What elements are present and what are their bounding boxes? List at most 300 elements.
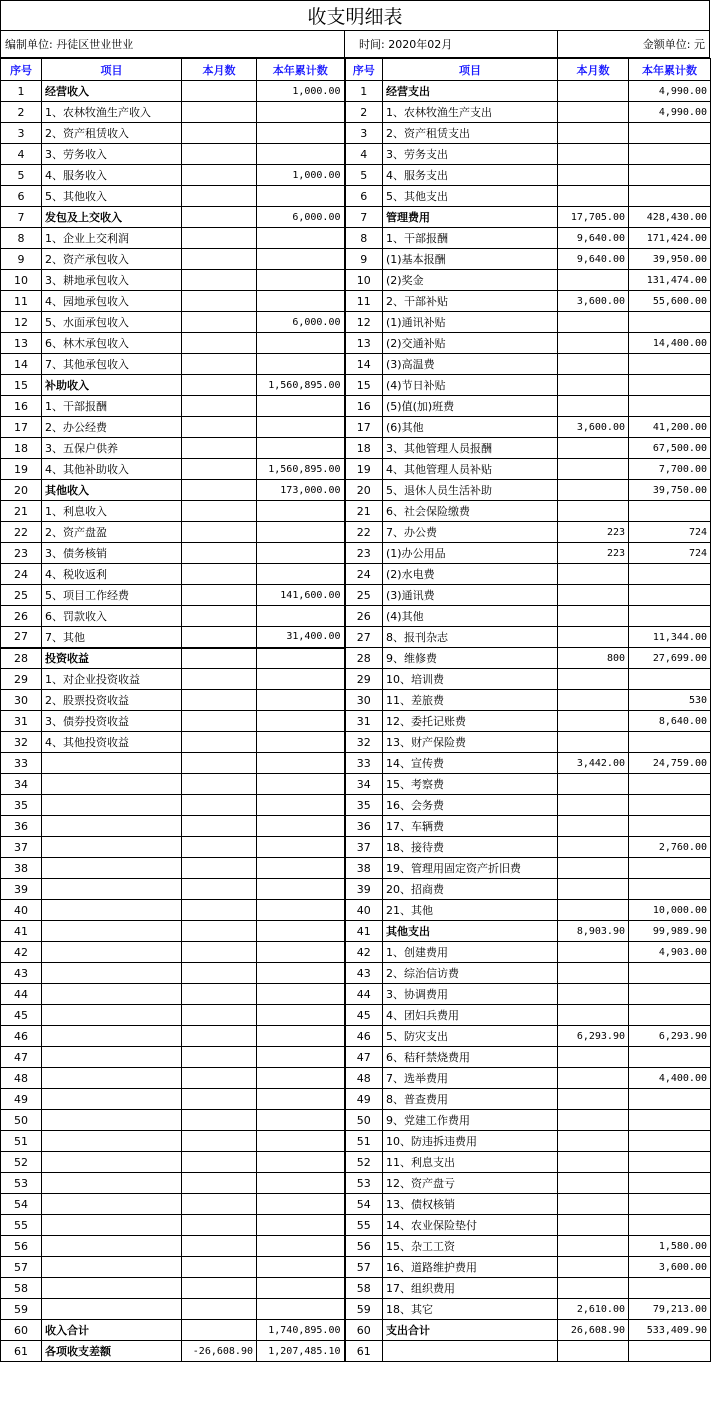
left-year-cell [257,249,345,270]
left-year-cell [257,984,345,1005]
left-year-cell [257,732,345,753]
currency-label: 金额单位: 元 [642,38,705,51]
left-item-cell [42,1026,182,1047]
left-row-number: 48 [1,1068,42,1089]
right-item-cell: 3、协调费用 [383,984,558,1005]
right-year-cell [629,1215,711,1236]
right-row-number: 40 [345,900,383,921]
left-row-number: 16 [1,396,42,417]
left-year-cell: 6,000.00 [257,312,345,333]
left-item-cell [42,1215,182,1236]
left-month-cell [182,144,257,165]
left-year-cell: 173,000.00 [257,480,345,501]
left-year-cell [257,1152,345,1173]
left-month-cell [182,1005,257,1026]
right-year-cell [629,1110,711,1131]
left-row-number: 55 [1,1215,42,1236]
left-month-cell [182,81,257,102]
left-year-cell [257,879,345,900]
right-row-number: 31 [345,711,383,732]
left-month-cell [182,165,257,186]
right-year-cell [629,354,711,375]
right-year-cell [629,879,711,900]
left-month-cell [182,690,257,711]
right-month-cell [558,774,629,795]
left-year-cell: 141,600.00 [257,585,345,606]
right-row-number: 26 [345,606,383,627]
table-row [1,417,711,438]
right-item-cell: 3、其他管理人员报酬 [383,438,558,459]
right-year-cell [629,1194,711,1215]
right-row-number: 30 [345,690,383,711]
left-month-cell [182,1299,257,1320]
right-year-cell: 39,950.00 [629,249,711,270]
left-item-cell: 经营收入 [42,81,182,102]
left-month-cell [182,270,257,291]
table-row [1,606,711,627]
right-item-cell: 15、杂工工资 [383,1236,558,1257]
right-year-cell [629,1341,711,1362]
left-month-cell [182,648,257,669]
left-row-number: 30 [1,690,42,711]
right-year-cell [629,963,711,984]
right-year-cell: 99,989.90 [629,921,711,942]
left-item-cell: 2、资产租赁收入 [42,123,182,144]
right-year-cell: 428,430.00 [629,207,711,228]
left-row-number: 54 [1,1194,42,1215]
left-row-number: 19 [1,459,42,480]
left-item-cell: 4、服务收入 [42,165,182,186]
table-row [1,249,711,270]
table-row [1,837,711,858]
table-row [1,1257,711,1278]
table-row [1,354,711,375]
table-row [1,1341,711,1362]
right-month-cell [558,1278,629,1299]
left-row-number: 3 [1,123,42,144]
right-month-cell [558,396,629,417]
right-row-number: 45 [345,1005,383,1026]
right-row-number: 36 [345,816,383,837]
right-row-number: 61 [345,1341,383,1362]
right-year-cell: 67,500.00 [629,438,711,459]
right-item-cell: 2、干部补贴 [383,291,558,312]
left-month-cell [182,1089,257,1110]
right-month-cell [558,354,629,375]
left-year-cell [257,186,345,207]
left-item-cell: 收入合计 [42,1320,182,1341]
table-row [1,900,711,921]
right-item-cell: 9、维修费 [383,648,558,669]
right-year-cell [629,795,711,816]
left-item-cell: 补助收入 [42,375,182,396]
left-row-number: 36 [1,816,42,837]
left-item-cell [42,816,182,837]
left-row-number: 4 [1,144,42,165]
organization-label: 编制单位: 丹徒区世业世业 [1,31,345,57]
right-month-cell: 800 [558,648,629,669]
right-row-number: 43 [345,963,383,984]
left-row-number: 49 [1,1089,42,1110]
right-item-cell: 11、利息支出 [383,1152,558,1173]
right-year-cell: 55,600.00 [629,291,711,312]
header-row [1,59,711,81]
left-row-number: 29 [1,669,42,690]
table-row [1,165,711,186]
right-item-cell: 20、招商费 [383,879,558,900]
left-month-cell [182,879,257,900]
right-row-number: 57 [345,1257,383,1278]
left-item-cell: 发包及上交收入 [42,207,182,228]
right-month-cell [558,1047,629,1068]
table-row [1,207,711,228]
right-month-cell: 6,293.90 [558,1026,629,1047]
left-item-cell: 4、其他补助收入 [42,459,182,480]
left-item-cell: 投资收益 [42,648,182,669]
table-row [1,312,711,333]
table-row [1,1299,711,1320]
table-body [1,81,711,1362]
left-month-cell [182,333,257,354]
right-month-cell [558,564,629,585]
right-month-cell [558,312,629,333]
left-item-cell: 4、税收返利 [42,564,182,585]
table-row [1,1131,711,1152]
right-year-cell: 131,474.00 [629,270,711,291]
right-row-number: 8 [345,228,383,249]
left-item-cell [42,1047,182,1068]
left-item-cell: 5、水面承包收入 [42,312,182,333]
right-month-cell [558,795,629,816]
left-year-cell [257,1173,345,1194]
left-year-cell [257,606,345,627]
left-month-cell [182,816,257,837]
left-month-cell [182,753,257,774]
right-month-cell [558,606,629,627]
right-month-cell: 223 [558,522,629,543]
right-item-cell: 12、资产盘亏 [383,1173,558,1194]
left-row-number: 58 [1,1278,42,1299]
right-row-number: 7 [345,207,383,228]
left-item-cell [42,1089,182,1110]
right-year-cell: 6,293.90 [629,1026,711,1047]
table-row [1,669,711,690]
right-item-cell: 3、劳务支出 [383,144,558,165]
table-row [1,1320,711,1341]
right-row-number: 3 [345,123,383,144]
left-month-cell [182,1068,257,1089]
left-month-cell [182,1152,257,1173]
right-year-cell [629,396,711,417]
right-row-number: 1 [345,81,383,102]
left-month-cell [182,1026,257,1047]
right-month-cell [558,816,629,837]
right-row-number: 39 [345,879,383,900]
left-item-cell [42,1131,182,1152]
right-month-cell [558,585,629,606]
left-year-cell [257,816,345,837]
left-year-cell [257,144,345,165]
right-year-cell [629,669,711,690]
right-item-cell: (1)基本报酬 [383,249,558,270]
right-item-cell: 11、差旅费 [383,690,558,711]
left-row-number: 24 [1,564,42,585]
right-item-cell: 4、服务支出 [383,165,558,186]
right-row-number: 37 [345,837,383,858]
table-row [1,375,711,396]
left-item-cell: 5、项目工作经费 [42,585,182,606]
left-month-cell [182,564,257,585]
left-row-number: 21 [1,501,42,522]
table-row [1,1110,711,1131]
table-row [1,753,711,774]
right-month-cell [558,81,629,102]
left-year-cell [257,1299,345,1320]
table-row [1,228,711,249]
left-year-cell [257,1215,345,1236]
right-year-cell [629,312,711,333]
right-item-cell [383,1341,558,1362]
right-item-cell: 1、农林牧渔生产支出 [383,102,558,123]
header-right-year: 本年累计数 [629,59,711,81]
left-item-cell: 1、农林牧渔生产收入 [42,102,182,123]
left-month-cell [182,354,257,375]
right-year-cell [629,165,711,186]
left-year-cell [257,270,345,291]
left-row-number: 37 [1,837,42,858]
right-month-cell [558,144,629,165]
left-year-cell: 1,560,895.00 [257,375,345,396]
left-month-cell [182,606,257,627]
right-month-cell: 3,600.00 [558,291,629,312]
left-year-cell [257,333,345,354]
left-row-number: 61 [1,1341,42,1362]
left-row-number: 59 [1,1299,42,1320]
right-year-cell [629,585,711,606]
left-item-cell: 4、其他投资收益 [42,732,182,753]
left-item-cell [42,1194,182,1215]
table-row [1,438,711,459]
left-item-cell: 6、罚款收入 [42,606,182,627]
left-item-cell [42,900,182,921]
right-item-cell: (6)其他 [383,417,558,438]
left-item-cell: 各项收支差额 [42,1341,182,1362]
table-row [1,921,711,942]
right-item-cell: 5、退休人员生活补助 [383,480,558,501]
right-item-cell: 4、其他管理人员补贴 [383,459,558,480]
left-month-cell [182,123,257,144]
right-month-cell [558,1215,629,1236]
right-year-cell: 4,990.00 [629,102,711,123]
right-year-cell: 171,424.00 [629,228,711,249]
left-row-number: 14 [1,354,42,375]
left-row-number: 34 [1,774,42,795]
right-item-cell: 19、管理用固定资产折旧费 [383,858,558,879]
left-month-cell: -26,608.90 [182,1341,257,1362]
right-year-cell [629,1173,711,1194]
right-row-number: 56 [345,1236,383,1257]
header-left-month: 本月数 [182,59,257,81]
right-month-cell [558,942,629,963]
right-year-cell [629,186,711,207]
right-year-cell: 24,759.00 [629,753,711,774]
right-row-number: 4 [345,144,383,165]
right-item-cell: 4、团妇兵费用 [383,1005,558,1026]
right-row-number: 11 [345,291,383,312]
table-row [1,1278,711,1299]
left-item-cell [42,837,182,858]
left-year-cell [257,774,345,795]
right-row-number: 35 [345,795,383,816]
left-item-cell: 3、债务核销 [42,543,182,564]
right-item-cell: (4)其他 [383,606,558,627]
right-item-cell: 13、财产保险费 [383,732,558,753]
right-item-cell: 14、农业保险垫付 [383,1215,558,1236]
left-year-cell [257,753,345,774]
left-month-cell [182,396,257,417]
left-year-cell [257,396,345,417]
right-year-cell: 8,640.00 [629,711,711,732]
right-row-number: 32 [345,732,383,753]
right-row-number: 21 [345,501,383,522]
statement-table [0,58,711,1362]
left-year-cell [257,1047,345,1068]
table-row [1,270,711,291]
left-item-cell [42,1236,182,1257]
right-row-number: 6 [345,186,383,207]
right-item-cell: 18、其它 [383,1299,558,1320]
left-month-cell [182,627,257,648]
left-row-number: 41 [1,921,42,942]
left-month-cell [182,984,257,1005]
left-year-cell [257,291,345,312]
right-month-cell [558,501,629,522]
left-row-number: 17 [1,417,42,438]
table-row [1,81,711,102]
left-row-number: 10 [1,270,42,291]
right-row-number: 59 [345,1299,383,1320]
left-row-number: 33 [1,753,42,774]
right-month-cell [558,879,629,900]
right-item-cell: (3)高温费 [383,354,558,375]
right-item-cell: 18、接待费 [383,837,558,858]
header-right-month: 本月数 [558,59,629,81]
left-year-cell [257,963,345,984]
left-item-cell: 4、园地承包收入 [42,291,182,312]
left-item-cell: 1、干部报酬 [42,396,182,417]
left-item-cell: 3、五保户供养 [42,438,182,459]
right-item-cell: (2)奖金 [383,270,558,291]
left-row-number: 7 [1,207,42,228]
left-year-cell [257,522,345,543]
left-row-number: 8 [1,228,42,249]
right-year-cell: 4,990.00 [629,81,711,102]
left-year-cell [257,1194,345,1215]
right-item-cell: 5、其他支出 [383,186,558,207]
left-year-cell [257,942,345,963]
right-month-cell: 3,600.00 [558,417,629,438]
right-year-cell [629,1089,711,1110]
left-item-cell: 其他收入 [42,480,182,501]
left-year-cell [257,795,345,816]
left-row-number: 47 [1,1047,42,1068]
left-year-cell [257,711,345,732]
right-year-cell [629,984,711,1005]
left-month-cell [182,774,257,795]
right-item-cell: (2)交通补贴 [383,333,558,354]
left-month-cell [182,1110,257,1131]
left-row-number: 52 [1,1152,42,1173]
right-month-cell: 3,442.00 [558,753,629,774]
right-month-cell [558,963,629,984]
right-row-number: 23 [345,543,383,564]
left-row-number: 12 [1,312,42,333]
right-year-cell: 4,903.00 [629,942,711,963]
left-month-cell [182,228,257,249]
right-item-cell: 12、委托记账费 [383,711,558,732]
left-month-cell [182,543,257,564]
right-item-cell: 6、社会保险缴费 [383,501,558,522]
left-year-cell [257,1131,345,1152]
right-year-cell [629,732,711,753]
left-row-number: 57 [1,1257,42,1278]
right-month-cell [558,270,629,291]
right-row-number: 41 [345,921,383,942]
right-item-cell: 支出合计 [383,1320,558,1341]
left-row-number: 31 [1,711,42,732]
left-row-number: 11 [1,291,42,312]
right-month-cell [558,375,629,396]
left-item-cell: 2、资产承包收入 [42,249,182,270]
left-year-cell [257,501,345,522]
right-year-cell [629,144,711,165]
table-row [1,1047,711,1068]
right-row-number: 24 [345,564,383,585]
left-row-number: 39 [1,879,42,900]
left-row-number: 38 [1,858,42,879]
table-row [1,1173,711,1194]
left-month-cell [182,417,257,438]
left-year-cell [257,900,345,921]
right-item-cell: 8、普查费用 [383,1089,558,1110]
left-year-cell [257,102,345,123]
left-year-cell [257,564,345,585]
table-row [1,585,711,606]
right-year-cell [629,858,711,879]
table-row [1,1236,711,1257]
left-row-number: 20 [1,480,42,501]
right-year-cell: 2,760.00 [629,837,711,858]
left-month-cell [182,186,257,207]
left-year-cell [257,648,345,669]
right-row-number: 50 [345,1110,383,1131]
right-row-number: 9 [345,249,383,270]
left-month-cell [182,963,257,984]
right-item-cell: 17、车辆费 [383,816,558,837]
left-month-cell [182,1047,257,1068]
left-year-cell [257,123,345,144]
right-year-cell: 3,600.00 [629,1257,711,1278]
table-row [1,501,711,522]
right-year-cell [629,1005,711,1026]
left-row-number: 35 [1,795,42,816]
right-month-cell: 2,610.00 [558,1299,629,1320]
left-year-cell: 1,560,895.00 [257,459,345,480]
period-label: 时间: 2020年02月 [345,31,558,57]
left-item-cell [42,795,182,816]
left-item-cell: 1、利息收入 [42,501,182,522]
right-year-cell [629,123,711,144]
